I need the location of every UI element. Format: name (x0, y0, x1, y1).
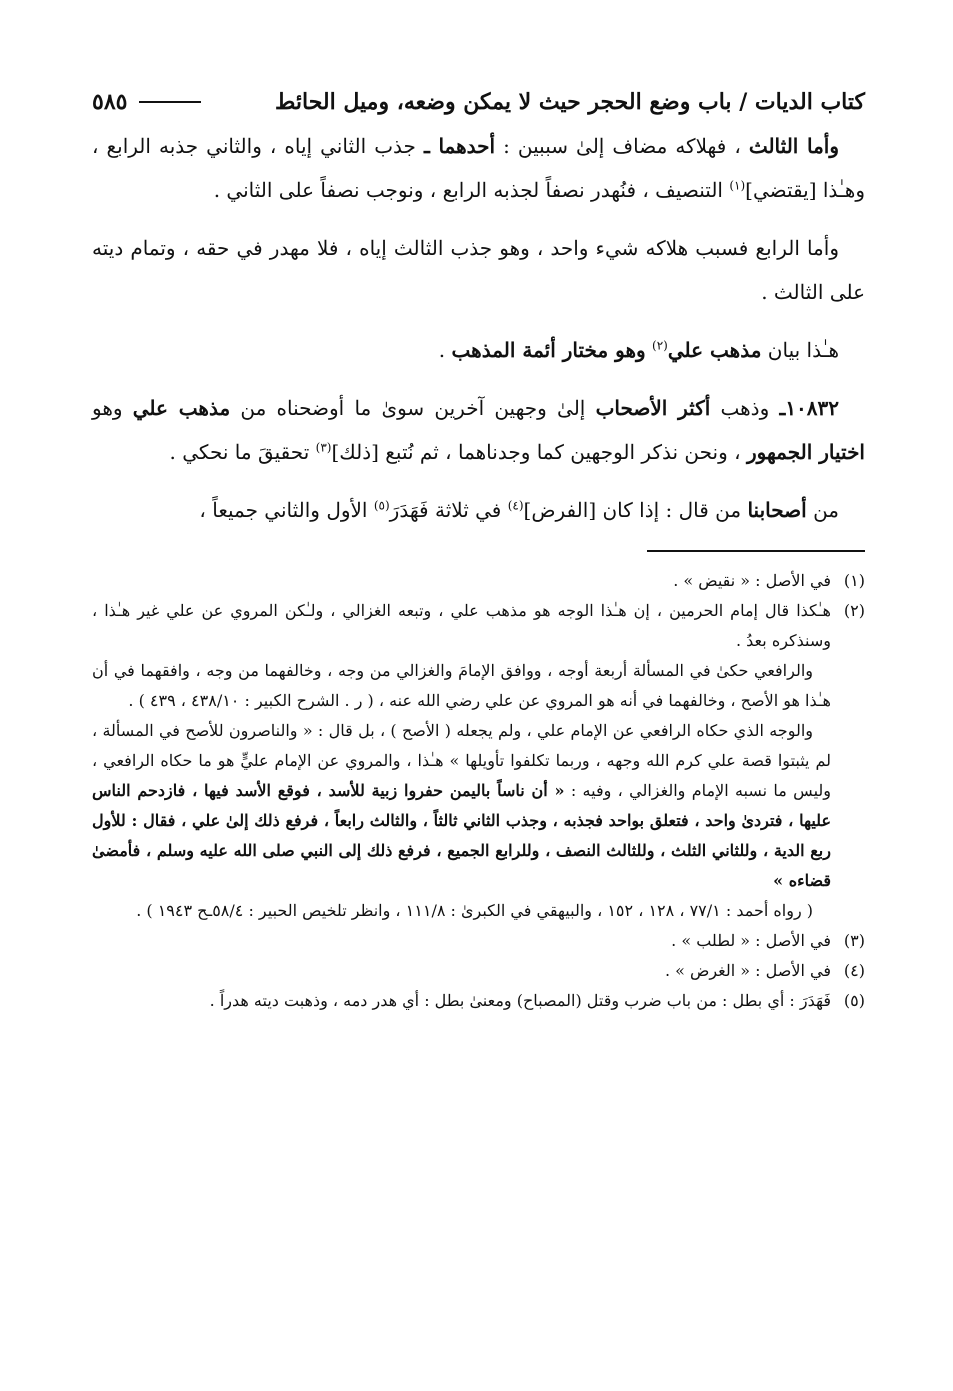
footnote-2-para-1: والرافعي حكىٰ في المسألة أربعة أوجه ، ووافق الإمامَ والغزالي من وجه ، وخالفهما من وجه ، وافقهما في أن هـٰذا هو الأصح ، وخالفهما في أنه هو المروي عن علي رضي الله عنه ، ( ر . الشرح الكبير : ٤٣٨/١٠ ، ٤٣٩ ) . (92, 661, 831, 710)
paragraph-1 (92, 124, 865, 212)
footnote-3 (92, 926, 865, 956)
p4-text-1: وذهب (720, 396, 770, 420)
footnote-ref-2[interactable]: (٢) (652, 338, 668, 353)
header-rule (139, 101, 201, 103)
footnote-ref-3[interactable]: (٣) (315, 440, 332, 455)
p5-text-2: من قال : إذا كان [الفرض] (523, 498, 742, 522)
paragraph-2 (92, 226, 865, 314)
p4-issue-number: ١٠٨٣٢ـ (779, 396, 840, 420)
p3-bold-1: مذهب علي (667, 338, 762, 362)
footnote-separator (647, 550, 865, 552)
p4-text-4: ، ونحن نذكر الوجهين كما وجدناهما ، ثم نُتبع [ذلك] (331, 440, 741, 464)
p1-text-1: ، فهلاكه مضاف إلىٰ سببين : (503, 134, 741, 158)
p4-text-5: تحقيقَ ما نحكي . (169, 440, 310, 464)
p3-text-1: هـٰذا بيان (767, 338, 839, 362)
p3-bold-2: وهو مختار أئمة المذهب (451, 338, 646, 362)
footnote-ref-4[interactable]: (٤) (507, 498, 524, 513)
page-number: ٥٨٥ (92, 89, 128, 115)
footnote-5 (92, 986, 865, 1016)
p5-text-4: الأول والثاني جميعاً ، (199, 498, 368, 522)
footnote-2-text: والوجه الذي حكاه الرافعي عن الإمام علي ، ولم يجعله ( الأصح ) ، بل قال : « والناصرون للأصح في المسألة ، لم يثبتوا قصة علي كرم الله وجهه ، وربما تكلفوا تأويلها » هـٰذا ، والمروي عن الإمام عليٍّ هو ما حكاه الرافعي ، وليس ما نسبه الإمام والغزالي ، وفيه : (92, 721, 832, 800)
p2-text-1: وأما الرابع فسبب هلاكه شيء واحد ، وهو جذب الثالث إياه ، فلا مهدر في حقه ، وتمام ديته على الثالث . (92, 236, 865, 304)
footnotes (92, 566, 865, 1016)
footnote-2 (92, 596, 865, 656)
p4-bold-2: أكثر الأصحاب (595, 396, 711, 420)
p1-text-2: جذب الثاني إياه ، والثاني جذبه الرابع ، وهـٰذا [يقتضي] (92, 134, 865, 202)
p4-bold-3: مذهب علي (132, 396, 231, 420)
p5-bold-1: أصحابنا (747, 498, 807, 522)
p4-bold-4: اختيار الجمهور (746, 440, 865, 464)
p1-text-3: التنصيف ، فنُهدر نصفاً لجذبه الرابع ، ونوجب نصفاً على الثاني . (213, 178, 723, 202)
footnote-ref-1[interactable]: (١) (729, 178, 746, 193)
footnote-text: هـٰكذا قال إمام الحرمين ، إن هـٰذا الوجه هو مذهب علي ، وتبعه الغزالي ، ولـٰكن المروي عن علي غير هـٰذا ، وسنذكره بعدُ . (92, 601, 831, 650)
p3-text-2: . (438, 338, 446, 362)
footnote-number: (٥) (843, 991, 865, 1010)
header-page-group (92, 89, 213, 115)
footnote-text: فَهَدَرَ : أي بطل : من باب ضرب وقتل (المصباح) ومعنىٰ بطل : أي هدر دمه ، وذهبت ديته هدراً . (209, 991, 831, 1010)
footnote-number: (٣) (843, 931, 865, 950)
page-header (92, 82, 865, 122)
footnote-4 (92, 956, 865, 986)
running-title: كتاب الديات / باب وضع الحجر حيث لا يمكن وضعه، وميل الحائط (275, 89, 865, 115)
footnote-number: (٤) (843, 961, 865, 980)
main-text (92, 124, 865, 532)
footnote-2-para-3: ( رواه أحمد : ٧٧/١ ، ١٢٨ ، ١٥٢ ، والبيهقي في الكبرىٰ : ١١١/٨ ، وانظر تلخيص الحبير : ٥٨/٤ـح ١٩٤٣ ) . (136, 901, 813, 920)
footnote-text: في الأصل : « نقيض » . (673, 571, 831, 590)
p5-text-1: من (813, 498, 839, 522)
footnote-1 (92, 566, 865, 596)
paragraph-5 (92, 488, 865, 532)
p1-bold-2: أحدهما ـ (423, 134, 496, 158)
paragraph-4 (92, 386, 865, 474)
footnote-ref-5[interactable]: (٥) (373, 498, 390, 513)
footnote-number: (١) (843, 571, 865, 590)
footnote-number: (٢) (843, 601, 865, 620)
p4-text-2: إلىٰ وجهين آخرين سوىٰ ما أوضحناه من (240, 396, 586, 420)
footnote-2-quote: « أن ناساً باليمن حفروا زبية للأسد ، فوقع الأسد فيها ، فازدحم الناس عليها ، فتردىٰ واحد ، فتعلق بواحد فجذبه ، وجذب الثاني ثالثاً ، والثالث رابعاً ، فرفع ذلك إلىٰ علي ، فقال : للأول ربع الدية ، وللثاني الثلث ، وللثالث النصف ، وللرابع الجميع ، فرفع ذلك إلى النبي صلى الله عليه وسلم ، فأمضىٰ قضاءه » (92, 781, 831, 890)
footnote-text: في الأصل : « الغرض » . (664, 961, 831, 980)
p4-text-3: وهو (92, 396, 123, 420)
paragraph-3 (92, 328, 865, 372)
p1-bold-1: وأما الثالث (748, 134, 840, 158)
footnote-text: في الأصل : « لطلب » . (671, 931, 831, 950)
p5-text-3: في ثلاثة فَهَدَرَ (389, 498, 502, 522)
footnote-2-para-2 (92, 716, 865, 896)
